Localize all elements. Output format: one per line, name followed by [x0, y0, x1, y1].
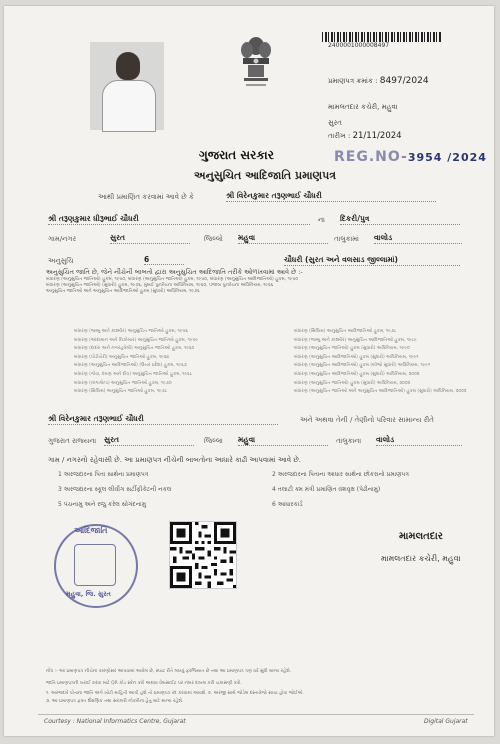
resident-name: શ્રી વિરેનકુમાર તરૂણભાઈ ચૌધરી — [48, 414, 278, 425]
basis-note-1: બંધારણ (અનુસુચિત જાતિઓ) હુકમ, ૧૯૫૦, બંધારણ (અનુસુચિત જાતિઓ) હુકમ, ૧૯૫૦, બંધારણ (અનુસુચિત આદિજાતિઓ) હુકમ, ૧૯૫૦ — [46, 277, 299, 282]
village-label: ગામ/નગર — [48, 235, 77, 243]
certificate-page — [4, 6, 494, 736]
list-item: બંધારણ (અનુસુચિત જાતિઓ) હુકમ (સુધારો) અધિનિયમ, ૧૯૯૦ — [294, 346, 410, 352]
signatory-title: મામલતદાર — [399, 531, 443, 542]
resident-district-label: જિલ્લા — [204, 437, 223, 445]
qr-code-icon[interactable] — [169, 521, 237, 589]
registration-stamp — [334, 149, 487, 165]
date-label: તારીખ : — [328, 132, 351, 140]
list-item: બંધારણ (જમ્મુ અને કાશ્મીર) અનુસુચિત જાતિઓ હુકમ, ૧૯૫૬ — [74, 329, 188, 334]
certify-prefix: આથી પ્રમાણિત કરવામાં આવે છે કે — [98, 193, 194, 201]
orders-list-right — [294, 328, 466, 397]
list-item: બંધારણ (પોંડીચેરી) અનુસુચિત જાતિઓ હુકમ, ૧૯૬૪ — [74, 354, 170, 360]
government-title: ગુજરાત સરકાર — [199, 148, 274, 162]
basis-note-3: અનુસુચિત જાતિઓ અને અનુસુચિત આદિજાતિઓ હુકમ (સુધારો) અધિનિયમ, ૧૯૭૬ — [46, 289, 200, 294]
office-place: સુરત — [328, 119, 342, 127]
schedule-number: 6 — [144, 255, 184, 265]
relation-label: ના — [318, 216, 325, 224]
list-item: બંધારણ (સિક્કિમ) અનુસુચિત આદિજાતિઓ હુકમ, ૧૯૭૮ — [294, 329, 397, 334]
taluka-value: વાલોડ — [374, 233, 462, 244]
footnote-2: જાતિ પ્રમાણપત્રની ખરાઈ કરવા માટે QR કોડ સ્કેન કરો અથવા વેબસાઈટ પર નંબર દાખલ કરી ચકાસણી કરો. — [46, 681, 242, 686]
certificate-title: અનુસુચિત આદિજાતિ પ્રમાણપત્ર — [194, 169, 337, 182]
orders-list-left — [74, 328, 198, 397]
basis-paragraph — [46, 268, 466, 295]
resident-village: સુરત — [104, 435, 194, 446]
community-name: ચૌધરી (સુરત અને વલસાડ જીલ્લામાં) — [284, 255, 460, 266]
office-name: મામલતદાર કચેરી, મહુવા — [328, 103, 398, 111]
list-item: બંધારણ (અનુસુચિત આદિજાતિઓ) હુકમ (બીજો સુધારો) અધિનિયમ, ૧૯૯૧ — [294, 363, 431, 369]
relation-value: દિકરી/પુત્ર — [340, 214, 460, 225]
document-2: 2 અરજદારના પિતાના આધાર સાથેના છોકરાનો પ્રમાણપત્ર — [272, 471, 409, 478]
barcode-image — [322, 32, 442, 42]
reg-no-value: 3954 /2024 — [407, 151, 487, 164]
seal-emblem-icon — [74, 544, 116, 586]
district-label: જિલ્લો — [204, 235, 223, 243]
national-emblem-icon — [236, 34, 276, 94]
basis-text: અનુસુચિત જાતિ છે, જેને નીચેની બાબતો દ્વારા અનુસુચિત આદિજાતિ તરીકે ઓળખવામાં આવે છે :- — [46, 268, 303, 276]
list-item: બંધારણ (અનુસુચિત આદિજાતિઓ) હુકમ (સુધારો) અધિનિયમ, ૨૦૦૨ — [294, 371, 420, 377]
district-value: મહુવા — [238, 233, 328, 244]
footer-divider — [38, 714, 474, 715]
list-item: બંધારણ (જમ્મુ અને કાશ્મીર) અનુસુચિત આદિજાતિઓ હુકમ, ૧૯૮૯ — [294, 337, 417, 343]
footnote-4: ૩. આ પ્રમાણપત્ર ફક્ત શૈક્ષણિક તથા સરકારી નોકરીના હેતુ માટે માન્ય રહેશે. — [46, 699, 184, 704]
date-row — [328, 131, 402, 141]
list-item: બંધારણ (નાગાલેન્ડ) અનુસુચિત જાતિઓ હુકમ, ૧૯૭૦ — [74, 380, 172, 386]
applicant-name: શ્રી વિરેનકુમાર તરૂણભાઈ ચૌધરી — [226, 191, 436, 202]
resident-taluka-label: તાલુકાના — [336, 437, 362, 445]
father-name: શ્રી તરૂણકુમાર ધીરૂભાઈ ચૌધરી — [48, 214, 310, 225]
footnote-3: ૧. અરજદારે પોતાના જાતિ અંગે ખોટી માહિતી આપી હશે તો પ્રમાણપત્ર રદ કરવામાં આવશે. ૨. અરજી સાથે જોડેલ દસ્તાવેજો સાચા હોવા જોઈએ. — [46, 691, 304, 696]
photo-head — [116, 52, 140, 80]
certificate-number: 8497/2024 — [379, 76, 429, 86]
photo-shirt — [102, 80, 156, 132]
list-item: બંધારણ (આંદામાન અને નિકોબાર) અનુસુચિત જાતિઓ હુકમ, ૧૯૫૯ — [74, 337, 199, 343]
resident-district: મહુવા — [238, 435, 328, 446]
footer-digital-gujarat: Digital Gujarat — [424, 718, 468, 725]
document-4: 4 તલાટી ક્મ મંત્રી પ્રમાણિત વંશવૃક્ષ (પેઢીનામુ) — [272, 486, 381, 493]
applicant-photo — [90, 42, 164, 130]
barcode-number: 2400001000008497 — [328, 42, 390, 49]
certificate-number-label: પ્રમાણપત્ર ક્રમાંક : — [328, 77, 378, 85]
schedule-label: અનુસુચિ — [48, 257, 74, 265]
village-value: સુરત — [110, 233, 190, 244]
document-3: 3 અરજદારના સ્કૂલ લીવીંગ સર્ટીફીકેટની નકલ — [58, 486, 172, 493]
certificate-number-row — [328, 76, 429, 86]
list-item: બંધારણ (અનુસુચિત આદિજાતિઓ) (ઉત્તર પ્રદેશ) હુકમ, ૧૯૬૭ — [74, 363, 187, 369]
resident-suffix: અને અથવા તેની / તેણીનો પરિવાર સામાન્ય રીતે — [300, 416, 434, 424]
seal-bottom-text: મહુવા, જિ. સુરત — [66, 590, 111, 598]
signatory-office: મામલતદાર કચેરી, મહુવા — [381, 554, 461, 563]
list-item: બંધારણ (ગોવા, દમણ અને દીવ) અનુસુચિત જાતિઓ હુકમ, ૧૯૬૮ — [74, 371, 193, 377]
list-item: બંધારણ (અનુસુચિત જાતિઓ) હુકમ (સુધારો) અધિનિયમ, ૨૦૦૨ — [294, 380, 411, 386]
footnote-1: નોંધ :- આ પ્રમાણપત્ર નીચેના કારણોસર આપવામાં આવેલ છે, સ્પષ્ટ રીતે લખવું ફરજિયાત છે તથા આ પ્રમાણપત્ર ત્રણ વર્ષ સુધી માન્ય રહેશે. — [46, 669, 292, 674]
document-1: 1 અરજદારના પિતા સાથેના પ્રમાણપત્ર — [58, 471, 149, 478]
residence-closing: ગામ / નગરનો રહેવાસી છે. આ પ્રમાણપત્ર નીચેની બાબતોના આધારે કાઢી આપવામાં આવે છે. — [48, 456, 301, 464]
reg-no-prefix: REG.NO- — [334, 149, 408, 165]
basis-note-2: બંધારણ (અનુસુચિત જાતિઓ) (સુધારો) હુકમ, ૧૯૭૬, મુંબઈ પુનર્રચના અધિનિયમ, ૧૯૬૦, પંજાબ પુનર્રચના અધિનિયમ, ૧૯૬૬ — [46, 283, 274, 288]
document-6: 6 આધારકાર્ડ — [272, 501, 303, 508]
list-item: બંધારણ (અનુસુચિત જાતિઓ અને અનુસુચિત આદિજાતિઓ) હુકમ (સુધારો) અધિનિયમ, ૨૦૦૨ — [294, 389, 467, 395]
taluka-label: તાલુકામાં — [334, 235, 359, 243]
resident-taluka: વાલોડ — [376, 435, 462, 446]
seal-top-text: આદિજાતિ — [74, 526, 108, 535]
issue-date: 21/11/2024 — [352, 131, 402, 141]
list-item: બંધારણ (દાદરા અને નગરહવેલી) અનુસુચિત જાતિઓ હુકમ, ૧૯૬૨ — [74, 346, 195, 352]
footer-courtesy: Courtesy : National Informatics Centre, Gujarat — [44, 718, 186, 725]
document-5: 5 પંચનામુ અને રજુ કરેલ સોગંદનામુ — [58, 501, 146, 508]
list-item: બંધારણ (સિક્કિમ) અનુસુચિત જાતિઓ હુકમ, ૧૯૭૮ — [74, 389, 168, 395]
list-item: બંધારણ (અનુસુચિત આદિજાતિઓ) હુકમ (સુધારો) અધિનિયમ, ૧૯૯૧ — [294, 354, 419, 360]
resident-state-label: ગુજરાત રાજ્યના — [48, 437, 97, 445]
